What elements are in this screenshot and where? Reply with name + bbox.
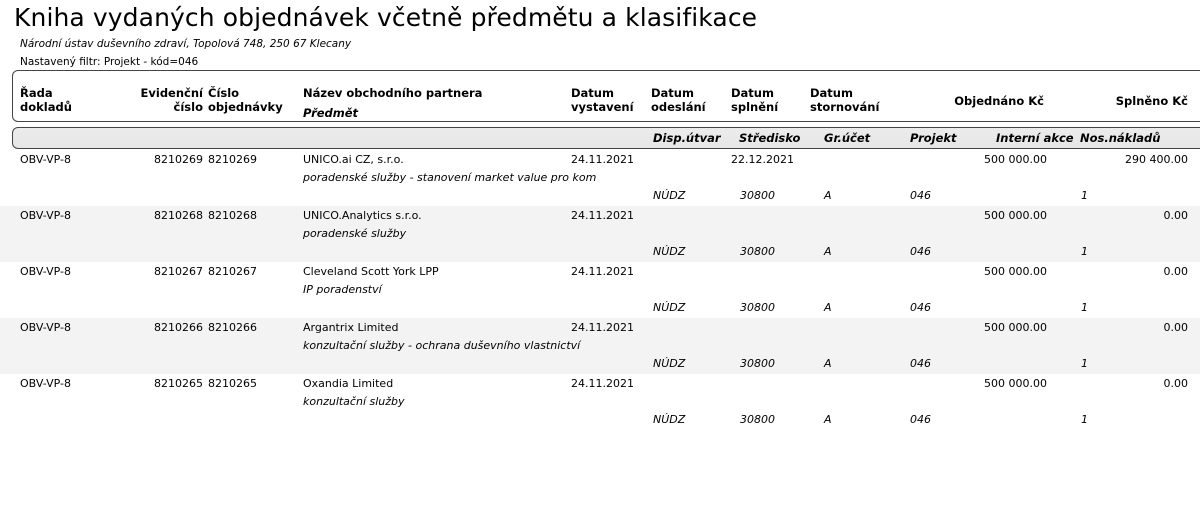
cell-nos: 1 (1081, 413, 1088, 426)
cell-predmet: konzultační služby (303, 395, 405, 408)
table-row (0, 206, 1200, 262)
cell-stredisko: 30800 (740, 357, 775, 370)
cell-cislo: 8210269 (208, 153, 257, 166)
header-objednano: Objednáno Kč (954, 94, 1044, 108)
cell-vystaveni: 24.11.2021 (571, 153, 634, 166)
cell-rada: OBV-VP-8 (20, 321, 71, 334)
cell-stredisko: 30800 (740, 189, 775, 202)
cell-splneno: 290 400.00 (1125, 153, 1188, 166)
filter-label: Nastavený filtr: Projekt - kód=046 (20, 56, 199, 68)
header-stredisko: Středisko (739, 131, 801, 145)
header-predmet: Předmět (303, 106, 359, 120)
cell-gr: A (824, 413, 832, 426)
table-row (0, 150, 1200, 206)
cell-gr: A (824, 245, 832, 258)
page-title: Kniha vydaných objednávek včetně předmětu a klasifikace (14, 3, 758, 32)
cell-evidencni: 8210268 (154, 209, 203, 222)
cell-nos: 1 (1081, 189, 1088, 202)
cell-disp: NÚDZ (653, 189, 686, 202)
cell-gr: A (824, 357, 832, 370)
header-nos-nakladu: Nos.nákladů (1080, 131, 1161, 145)
cell-objednano: 500 000.00 (984, 265, 1047, 278)
cell-cislo: 8210265 (208, 377, 257, 390)
cell-stredisko: 30800 (740, 413, 775, 426)
cell-nos: 1 (1081, 245, 1088, 258)
cell-vystaveni: 24.11.2021 (571, 265, 634, 278)
cell-evidencni: 8210266 (154, 321, 203, 334)
cell-partner: Oxandia Limited (303, 377, 394, 390)
cell-projekt: 046 (910, 413, 931, 426)
cell-predmet: poradenské služby - stanovení market value pro kom (303, 171, 597, 184)
cell-rada: OBV-VP-8 (20, 153, 71, 166)
cell-nos: 1 (1081, 301, 1088, 314)
header-evidencni: Evidenční číslo (140, 86, 203, 114)
header-splneno: Splněno Kč (1115, 94, 1188, 108)
cell-disp: NÚDZ (653, 245, 686, 258)
header-rada: Řada dokladů (20, 86, 72, 114)
header-vystaveni: Datum vystavení (571, 86, 634, 114)
header-stornovani: Datum stornování (810, 86, 880, 114)
table-row (0, 374, 1200, 430)
cell-projekt: 046 (910, 357, 931, 370)
cell-splneno: 0.00 (1163, 209, 1188, 222)
cell-stredisko: 30800 (740, 301, 775, 314)
table-row (0, 318, 1200, 374)
cell-evidencni: 8210269 (154, 153, 203, 166)
cell-cislo: 8210268 (208, 209, 257, 222)
header-partner: Název obchodního partnera (303, 86, 483, 100)
cell-vystaveni: 24.11.2021 (571, 377, 634, 390)
cell-predmet: poradenské služby (303, 227, 407, 240)
header-gr-ucet: Gr.účet (824, 131, 871, 145)
cell-stredisko: 30800 (740, 245, 775, 258)
cell-projekt: 046 (910, 301, 931, 314)
cell-rada: OBV-VP-8 (20, 265, 71, 278)
cell-splneno: 0.00 (1163, 321, 1188, 334)
cell-rada: OBV-VP-8 (20, 209, 71, 222)
cell-evidencni: 8210265 (154, 377, 203, 390)
cell-objednano: 500 000.00 (984, 153, 1047, 166)
cell-projekt: 046 (910, 189, 931, 202)
cell-objednano: 500 000.00 (984, 209, 1047, 222)
cell-gr: A (824, 189, 832, 202)
header-odeslani: Datum odeslání (651, 86, 706, 114)
cell-rada: OBV-VP-8 (20, 377, 71, 390)
header-interni-akce: Interní akce (996, 131, 1074, 145)
cell-partner: Argantrix Limited (303, 321, 399, 334)
cell-splneno: 0.00 (1163, 377, 1188, 390)
cell-partner: Cleveland Scott York LPP (303, 265, 439, 278)
cell-partner: UNICO.Analytics s.r.o. (303, 209, 422, 222)
cell-cislo: 8210267 (208, 265, 257, 278)
cell-projekt: 046 (910, 245, 931, 258)
cell-splneno: 0.00 (1163, 265, 1188, 278)
cell-predmet: konzultační služby - ochrana duševního vlastnictví (303, 339, 581, 352)
cell-gr: A (824, 301, 832, 314)
cell-disp: NÚDZ (653, 357, 686, 370)
table-row (0, 262, 1200, 318)
cell-partner: UNICO.ai CZ, s.r.o. (303, 153, 404, 166)
cell-cislo: 8210266 (208, 321, 257, 334)
cell-objednano: 500 000.00 (984, 321, 1047, 334)
cell-disp: NÚDZ (653, 413, 686, 426)
cell-nos: 1 (1081, 357, 1088, 370)
cell-objednano: 500 000.00 (984, 377, 1047, 390)
cell-evidencni: 8210267 (154, 265, 203, 278)
header-splneni: Datum splnění (731, 86, 779, 114)
cell-vystaveni: 24.11.2021 (571, 209, 634, 222)
cell-splneni: 22.12.2021 (731, 153, 794, 166)
header-disp-utvar: Disp.útvar (653, 131, 721, 145)
header-projekt: Projekt (910, 131, 957, 145)
organization-subtitle: Národní ústav duševního zdraví, Topolová 748, 250 67 Klecany (20, 38, 352, 50)
header-cislo: Číslo objednávky (208, 86, 283, 114)
cell-disp: NÚDZ (653, 301, 686, 314)
cell-predmet: IP poradenství (303, 283, 382, 296)
cell-vystaveni: 24.11.2021 (571, 321, 634, 334)
